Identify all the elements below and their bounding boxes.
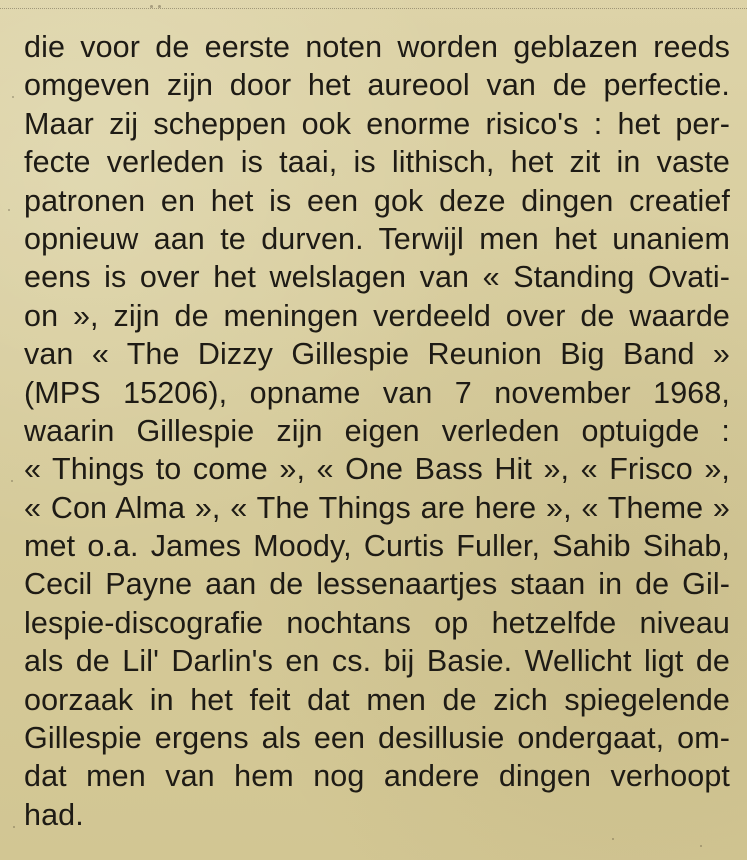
article-line: van « The Dizzy Gillespie Reunion Big Band »: [24, 337, 730, 372]
article-line: die voor de eerste noten worden geblazen reeds: [24, 30, 730, 64]
print-speck: [158, 5, 161, 8]
print-speck: [8, 209, 10, 211]
print-speck: [13, 826, 15, 828]
article-line: Maar zij scheppen ook enorme risico's : het per-: [24, 106, 730, 141]
article-line: on », zijn de meningen verdeeld over de waarde: [24, 298, 730, 333]
article-line: (MPS 15206), opname van 7 november 1968,: [24, 375, 730, 410]
print-speck: [150, 5, 153, 8]
article-line: Gillespie ergens als een desillusie ondergaat, om-: [24, 721, 730, 756]
article-line: fecte verleden is taai, is lithisch, het zit in vaste: [24, 145, 730, 180]
article-line: dat men van hem nog andere dingen verhoopt: [24, 759, 730, 794]
article-line: « Con Alma », « The Things are here », « Theme »: [24, 490, 730, 525]
article-line: patronen en het is een gok deze dingen creatief: [24, 183, 730, 218]
print-speck: [11, 480, 13, 482]
article-line: als de Lil' Darlin's en cs. bij Basie. Wellicht ligt de: [24, 644, 730, 679]
article-line: opnieuw aan te durven. Terwijl men het unaniem: [24, 221, 730, 256]
article-line: lespie-discografie nochtans op hetzelfde niveau: [24, 605, 730, 640]
article-line: met o.a. James Moody, Curtis Fuller, Sahib Sihab,: [24, 529, 730, 564]
print-speck: [12, 96, 14, 98]
column-top-rule: [0, 8, 747, 9]
article-line: Cecil Payne aan de lessenaartjes staan in de Gil-: [24, 567, 730, 602]
article-line: oorzaak in het feit dat men de zich spiegelende: [24, 682, 730, 717]
print-speck: [700, 845, 702, 847]
article-line: « Things to come », « One Bass Hit », « Frisco »,: [24, 452, 730, 487]
print-speck: [612, 838, 614, 840]
article-line: waarin Gillespie zijn eigen verleden optuigde :: [24, 413, 730, 448]
article-line: omgeven zijn door het aureool van de perfectie.: [24, 68, 730, 103]
article-line: eens is over het welslagen van « Standing Ovati-: [24, 260, 730, 295]
article-column: [24, 28, 730, 834]
article-line: had.: [24, 797, 84, 832]
